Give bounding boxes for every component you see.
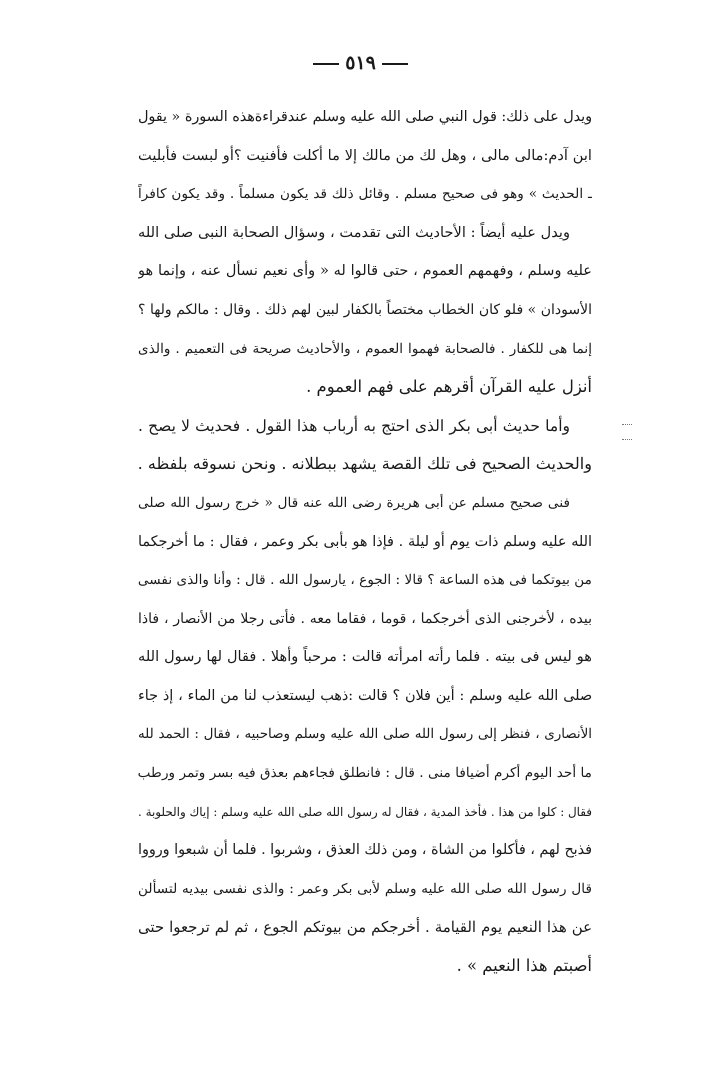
text-line-6: الأسودان » فلو كان الخطاب مختصاً بالكفار لبين لهم ذلك . وقال : مالكم ولها ؟ bbox=[138, 301, 592, 318]
text-line-11: فنى صحيح مسلم عن أبى هريرة رضى الله عنه قال « خرج رسول الله صلى bbox=[138, 494, 570, 511]
text-line-16: صلى الله عليه وسلم : أين فلان ؟ قالت :ذهب ليستعذب لنا من الماء ، إذ جاء bbox=[138, 687, 592, 704]
page-number bbox=[0, 52, 721, 74]
text-line-5: عليه وسلم ، وفهمهم العموم ، حتى قالوا له « وأى نعيم نسأل عنه ، وإنما هو bbox=[138, 262, 592, 280]
text-line-21: قال رسول الله صلى الله عليه وسلم لأبى بكر وعمر : والذى نفسى بيديه لتسألن bbox=[138, 880, 592, 897]
text-line-18: ما أحد اليوم أكرم أضيافا منى . قال : فانطلق فجاءهم بعذق فيه بسر وتمر ورطب bbox=[138, 765, 592, 782]
text-line-14: بيده ، لأخرجنى الذى أخرجكما ، قوما ، فقاما معه . فأتى رجلا من الأنصار ، فاذا bbox=[138, 610, 592, 627]
text-line-22: عن هذا النعيم يوم القيامة . أخرجكم من بيوتكم الجوع ، ثم لم ترجعوا حتى bbox=[138, 918, 592, 937]
page-number-dash-right bbox=[382, 63, 408, 65]
text-line-19: فقال : كلوا من هذا . فأخذ المدية ، فقال له رسول الله صلى الله عليه وسلم : إياك والحلوبة . bbox=[138, 804, 592, 819]
text-line-2: ابن آدم:مالى مالى ، وهل لك من مالك إلا ما أكلت فأفنيت ؟أو لبست فأبليت bbox=[138, 146, 592, 164]
margin-mark bbox=[622, 424, 632, 440]
text-line-8: أنزل عليه القرآن أقرهم على فهم العموم . bbox=[306, 377, 592, 397]
text-line-7: إنما هى للكفار . فالصحابة فهموا العموم ، والأحاديث صريحة فى التعميم . والذى bbox=[138, 340, 592, 357]
text-line-3: ـ الحديث » وهو فى صحيح مسلم . وقائل ذلك قد يكون مسلماً . وقد يكون كافراً bbox=[138, 186, 592, 203]
arabic-body-text bbox=[138, 98, 592, 986]
text-line-20: فذبح لهم ، فأكلوا من الشاة ، ومن ذلك العذق ، وشربوا . فلما أن شبعوا ورووا bbox=[138, 842, 592, 859]
text-line-9: وأما حديث أبى بكر الذى احتج به أرباب هذا القول . فحديث لا يصح . bbox=[138, 416, 570, 435]
text-line-23: أصبتم هذا النعيم » . bbox=[456, 956, 592, 976]
text-line-4: ويدل عليه أيضاً : الأحاديث التى تقدمت ، وسؤال الصحابة النبى صلى الله bbox=[138, 223, 570, 241]
text-line-12: الله عليه وسلم ذات يوم أو ليلة . فإذا هو بأبى بكر وعمر ، فقال : ما أخرجكما bbox=[138, 533, 592, 550]
text-line-13: من بيوتكما فى هذه الساعة ؟ قالا : الجوع ، يارسول الله . قال : وأنا والذى نفسى bbox=[138, 572, 592, 589]
page-number-dash-left bbox=[313, 63, 339, 65]
text-line-1: ويدل على ذلك: قول النبي صلى الله عليه وسلم عندقراءةهذه السورة « يقول bbox=[138, 109, 592, 125]
text-line-15: هو ليس فى بيته . فلما رأته امرأته قالت : مرحباً وأهلا . فقال لها رسول الله bbox=[138, 648, 592, 666]
text-line-10: والحديث الصحيح فى تلك القصة يشهد ببطلانه . ونحن نسوقه بلفظه . bbox=[138, 454, 592, 474]
page-number-value: ٥١٩ bbox=[345, 52, 376, 74]
text-line-17: الأنصارى ، فنظر إلى رسول الله صلى الله عليه وسلم وصاحبيه ، فقال : الحمد لله bbox=[138, 726, 592, 742]
